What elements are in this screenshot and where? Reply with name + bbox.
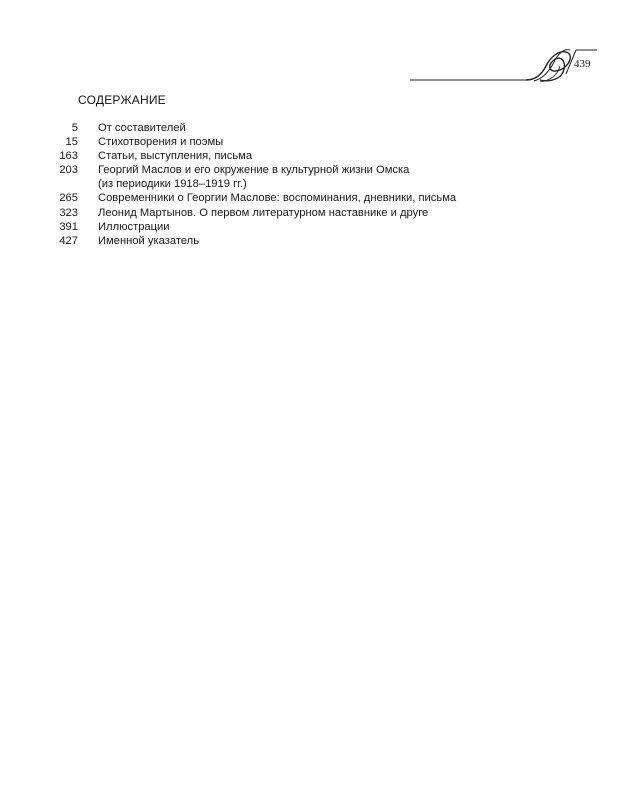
toc-entry-title: Иллюстрации bbox=[98, 220, 170, 233]
toc-entry-title: Георгий Маслов и его окружение в культурной жизни Омска (из периодики 1918–1919 гг.) bbox=[98, 164, 410, 191]
toc-entry-page: 323 bbox=[59, 206, 78, 219]
toc-entry-page: 203 bbox=[59, 164, 78, 177]
toc-entry-title: Статьи, выступления, письма bbox=[98, 150, 253, 163]
toc-entry-page: 265 bbox=[59, 192, 78, 205]
toc-list bbox=[40, 121, 580, 248]
toc-entry bbox=[40, 163, 580, 191]
toc-entry bbox=[40, 191, 580, 205]
page-number: 439 bbox=[574, 58, 591, 70]
toc-entry bbox=[40, 135, 580, 149]
toc-entry bbox=[40, 220, 580, 234]
toc-entry-title: Именной указатель bbox=[98, 234, 200, 247]
toc-title: СОДЕРЖАНИЕ bbox=[78, 93, 166, 107]
toc-entry-title: Современники о Георгии Маслове: воспоминания, дневники, письма bbox=[98, 192, 457, 205]
toc-entry-title: Стихотворения и поэмы bbox=[98, 136, 224, 149]
toc-entry-page: 15 bbox=[65, 136, 78, 149]
toc-entry-page: 427 bbox=[59, 234, 78, 247]
toc-entry-title: Леонид Мартынов. О первом литературном наставнике и друге bbox=[98, 206, 429, 219]
toc-entry bbox=[40, 206, 580, 220]
toc-entry-page: 5 bbox=[71, 122, 78, 134]
toc-entry bbox=[40, 121, 580, 135]
toc-entry-page: 391 bbox=[59, 220, 78, 233]
toc-entry bbox=[40, 234, 580, 248]
flourish-ornament-icon bbox=[408, 44, 598, 88]
toc-entry-page: 163 bbox=[59, 150, 78, 163]
toc-entry-title: От составителей bbox=[98, 122, 186, 134]
toc-entry bbox=[40, 149, 580, 163]
